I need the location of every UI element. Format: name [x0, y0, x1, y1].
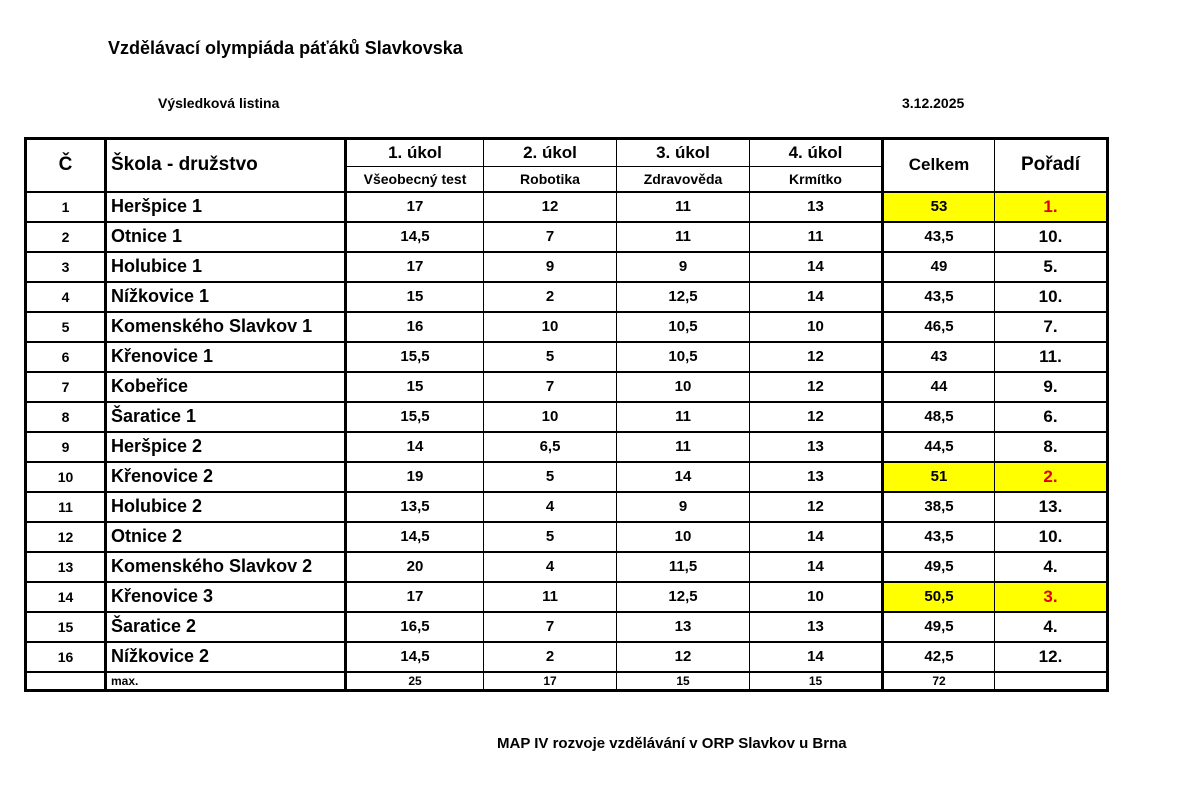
max-task-1: 25: [346, 672, 484, 691]
table-row: [26, 372, 1108, 402]
row-total: 43: [883, 342, 995, 372]
row-total: 44,5: [883, 432, 995, 462]
max-total: 72: [883, 672, 995, 691]
header-task-1: 1. úkol: [346, 139, 484, 167]
row-rank: 11.: [995, 342, 1108, 372]
table-row: [26, 312, 1108, 342]
row-task-2: 2: [484, 642, 617, 672]
row-school: Otnice 2: [106, 522, 346, 552]
row-task-1: 17: [346, 192, 484, 222]
row-task-2: 7: [484, 612, 617, 642]
row-task-3: 10,5: [617, 312, 750, 342]
row-total: 49,5: [883, 612, 995, 642]
row-task-3: 12,5: [617, 282, 750, 312]
row-task-1: 16: [346, 312, 484, 342]
row-rank: 10.: [995, 522, 1108, 552]
row-task-4: 12: [750, 492, 883, 522]
row-task-4: 14: [750, 642, 883, 672]
footer-text: MAP IV rozvoje vzdělávání v ORP Slavkov u Brna: [497, 735, 847, 752]
row-rank: 7.: [995, 312, 1108, 342]
row-school: Heršpice 2: [106, 432, 346, 462]
row-rank: 6.: [995, 402, 1108, 432]
row-task-3: 9: [617, 492, 750, 522]
row-total: 43,5: [883, 522, 995, 552]
row-task-4: 11: [750, 222, 883, 252]
row-total: 50,5: [883, 582, 995, 612]
subtitle: Výsledková listina: [158, 95, 280, 111]
row-task-2: 4: [484, 492, 617, 522]
row-task-2: 10: [484, 402, 617, 432]
row-task-4: 12: [750, 402, 883, 432]
row-school: Kobeřice: [106, 372, 346, 402]
max-row-empty: [26, 672, 106, 691]
row-total: 38,5: [883, 492, 995, 522]
row-rank: 2.: [995, 462, 1108, 492]
table-row: [26, 402, 1108, 432]
row-task-4: 10: [750, 582, 883, 612]
row-task-3: 11: [617, 222, 750, 252]
row-num: 14: [26, 582, 106, 612]
max-task-3: 15: [617, 672, 750, 691]
row-task-3: 11,5: [617, 552, 750, 582]
header-num: Č: [26, 139, 106, 192]
row-total: 51: [883, 462, 995, 492]
row-task-1: 15,5: [346, 342, 484, 372]
row-task-1: 15,5: [346, 402, 484, 432]
row-task-2: 4: [484, 552, 617, 582]
row-task-3: 13: [617, 612, 750, 642]
table-row: [26, 252, 1108, 282]
table-row: [26, 222, 1108, 252]
row-school: Křenovice 2: [106, 462, 346, 492]
row-total: 53: [883, 192, 995, 222]
row-task-3: 12: [617, 642, 750, 672]
row-task-2: 5: [484, 462, 617, 492]
row-rank: 13.: [995, 492, 1108, 522]
row-task-4: 14: [750, 552, 883, 582]
header-task-2-sub: Robotika: [484, 167, 617, 192]
row-task-3: 12,5: [617, 582, 750, 612]
row-task-3: 11: [617, 432, 750, 462]
row-school: Křenovice 1: [106, 342, 346, 372]
row-task-1: 16,5: [346, 612, 484, 642]
row-task-1: 14: [346, 432, 484, 462]
row-total: 43,5: [883, 282, 995, 312]
row-task-2: 12: [484, 192, 617, 222]
row-rank: 9.: [995, 372, 1108, 402]
row-num: 6: [26, 342, 106, 372]
row-num: 7: [26, 372, 106, 402]
row-num: 2: [26, 222, 106, 252]
row-rank: 8.: [995, 432, 1108, 462]
header-task-4: 4. úkol: [750, 139, 883, 167]
row-num: 16: [26, 642, 106, 672]
header-task-1-sub: Všeobecný test: [346, 167, 484, 192]
row-school: Holubice 1: [106, 252, 346, 282]
row-task-1: 14,5: [346, 522, 484, 552]
row-rank: 12.: [995, 642, 1108, 672]
row-task-1: 15: [346, 282, 484, 312]
row-school: Komenského Slavkov 2: [106, 552, 346, 582]
row-task-1: 14,5: [346, 222, 484, 252]
row-task-4: 12: [750, 342, 883, 372]
row-task-2: 5: [484, 342, 617, 372]
row-rank: 10.: [995, 222, 1108, 252]
row-task-4: 14: [750, 282, 883, 312]
table-row: [26, 552, 1108, 582]
max-rank-empty: [995, 672, 1108, 691]
header-task-4-sub: Krmítko: [750, 167, 883, 192]
row-task-3: 11: [617, 192, 750, 222]
row-school: Heršpice 1: [106, 192, 346, 222]
row-task-3: 11: [617, 402, 750, 432]
row-total: 46,5: [883, 312, 995, 342]
row-total: 49,5: [883, 552, 995, 582]
table-row: [26, 612, 1108, 642]
row-task-3: 10: [617, 372, 750, 402]
row-task-1: 19: [346, 462, 484, 492]
row-task-2: 2: [484, 282, 617, 312]
row-task-1: 14,5: [346, 642, 484, 672]
row-school: Šaratice 2: [106, 612, 346, 642]
table-row: [26, 522, 1108, 552]
row-task-2: 7: [484, 222, 617, 252]
row-total: 48,5: [883, 402, 995, 432]
row-task-4: 13: [750, 192, 883, 222]
row-task-1: 13,5: [346, 492, 484, 522]
row-task-3: 9: [617, 252, 750, 282]
row-rank: 1.: [995, 192, 1108, 222]
row-task-4: 14: [750, 252, 883, 282]
row-task-2: 11: [484, 582, 617, 612]
row-task-3: 10: [617, 522, 750, 552]
row-task-4: 12: [750, 372, 883, 402]
row-num: 8: [26, 402, 106, 432]
row-total: 44: [883, 372, 995, 402]
header-task-3-sub: Zdravověda: [617, 167, 750, 192]
row-num: 1: [26, 192, 106, 222]
table-row: [26, 492, 1108, 522]
row-num: 3: [26, 252, 106, 282]
table-row: [26, 462, 1108, 492]
row-task-4: 14: [750, 522, 883, 552]
row-rank: 4.: [995, 612, 1108, 642]
row-total: 49: [883, 252, 995, 282]
row-num: 10: [26, 462, 106, 492]
row-school: Nížkovice 1: [106, 282, 346, 312]
row-school: Komenského Slavkov 1: [106, 312, 346, 342]
row-total: 42,5: [883, 642, 995, 672]
row-task-2: 10: [484, 312, 617, 342]
row-total: 43,5: [883, 222, 995, 252]
row-task-4: 13: [750, 432, 883, 462]
row-rank: 5.: [995, 252, 1108, 282]
row-task-3: 14: [617, 462, 750, 492]
row-rank: 4.: [995, 552, 1108, 582]
row-task-2: 6,5: [484, 432, 617, 462]
row-task-1: 20: [346, 552, 484, 582]
row-num: 4: [26, 282, 106, 312]
row-task-1: 17: [346, 582, 484, 612]
header-rank: Pořadí: [995, 139, 1108, 192]
page-title: Vzdělávací olympiáda páťáků Slavkovska: [108, 38, 463, 58]
header-task-2: 2. úkol: [484, 139, 617, 167]
row-task-4: 13: [750, 462, 883, 492]
row-num: 5: [26, 312, 106, 342]
row-school: Nížkovice 2: [106, 642, 346, 672]
header-task-3: 3. úkol: [617, 139, 750, 167]
table-row: [26, 342, 1108, 372]
row-task-2: 7: [484, 372, 617, 402]
row-num: 13: [26, 552, 106, 582]
row-task-2: 5: [484, 522, 617, 552]
header-total: Celkem: [883, 139, 995, 192]
header-school: Škola - družstvo: [106, 139, 346, 192]
table-row: [26, 432, 1108, 462]
date: 3.12.2025: [902, 95, 965, 111]
table-row: [26, 642, 1108, 672]
row-task-3: 10,5: [617, 342, 750, 372]
row-num: 11: [26, 492, 106, 522]
table-row: [26, 282, 1108, 312]
row-task-1: 15: [346, 372, 484, 402]
row-task-4: 13: [750, 612, 883, 642]
row-task-2: 9: [484, 252, 617, 282]
row-rank: 3.: [995, 582, 1108, 612]
row-school: Holubice 2: [106, 492, 346, 522]
row-task-1: 17: [346, 252, 484, 282]
results-table: [24, 137, 1109, 692]
row-num: 15: [26, 612, 106, 642]
table-row: [26, 582, 1108, 612]
table-row: [26, 192, 1108, 222]
max-label: max.: [106, 672, 346, 691]
max-task-4: 15: [750, 672, 883, 691]
row-school: Otnice 1: [106, 222, 346, 252]
row-school: Křenovice 3: [106, 582, 346, 612]
row-rank: 10.: [995, 282, 1108, 312]
row-num: 9: [26, 432, 106, 462]
row-task-4: 10: [750, 312, 883, 342]
row-school: Šaratice 1: [106, 402, 346, 432]
max-task-2: 17: [484, 672, 617, 691]
row-num: 12: [26, 522, 106, 552]
